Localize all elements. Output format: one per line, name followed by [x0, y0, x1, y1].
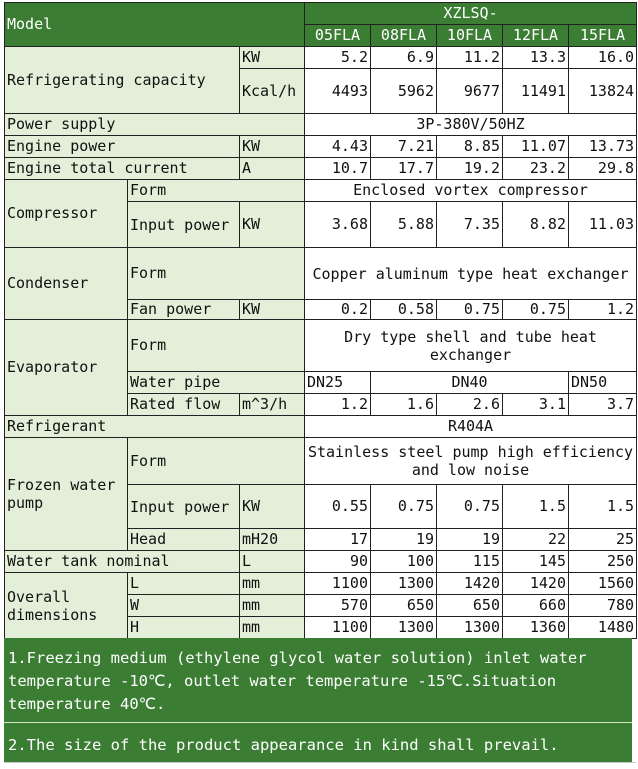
value-cell: 13.3	[503, 47, 569, 69]
value-cell: 11491	[503, 69, 569, 114]
value-cell: 25	[569, 529, 637, 551]
value-cell: 19.2	[437, 158, 503, 180]
water-tank-label: Water tank nominal	[5, 551, 240, 573]
power-supply-value: 3P-380V/50HZ	[305, 114, 637, 136]
value-cell: 19	[371, 529, 437, 551]
model-name: 12FLA	[503, 25, 569, 47]
value-cell: 250	[569, 551, 637, 573]
form-label: Form	[128, 320, 305, 372]
model-label: Model	[5, 3, 305, 47]
value-cell: 16.0	[569, 47, 637, 69]
dimensions-label: Overall dimensions	[5, 573, 128, 639]
value-cell: 3.7	[569, 394, 637, 416]
condenser-label: Condenser	[5, 248, 128, 320]
value-cell: 17	[305, 529, 371, 551]
unit-cell: KW	[240, 485, 305, 529]
unit-cell: L	[240, 551, 305, 573]
model-name: 05FLA	[305, 25, 371, 47]
value-cell: 1.5	[503, 485, 569, 529]
compressor-form-value: Enclosed vortex compressor	[305, 180, 637, 202]
value-cell: 145	[503, 551, 569, 573]
value-cell: 1.5	[569, 485, 637, 529]
value-cell: 0.75	[437, 300, 503, 320]
dimension-name: L	[128, 573, 240, 595]
value-cell: 7.35	[437, 202, 503, 248]
model-name: 10FLA	[437, 25, 503, 47]
value-cell: 3.1	[503, 394, 569, 416]
value-cell: 19	[437, 529, 503, 551]
model-name: 15FLA	[569, 25, 637, 47]
value-cell: 0.75	[437, 485, 503, 529]
input-power-label: Input power	[128, 485, 240, 529]
series-name: XZLSQ-	[305, 3, 637, 25]
refrigerant-value: R404A	[305, 416, 637, 438]
value-cell: 23.2	[503, 158, 569, 180]
spec-table	[4, 2, 637, 639]
value-cell: 11.03	[569, 202, 637, 248]
refrigerant-label: Refrigerant	[5, 416, 305, 438]
evaporator-label: Evaporator	[5, 320, 128, 416]
pipe-value: DN25	[305, 372, 371, 394]
value-cell: 650	[437, 595, 503, 617]
value-cell: 5.2	[305, 47, 371, 69]
value-cell: 8.85	[437, 136, 503, 158]
value-cell: 0.58	[371, 300, 437, 320]
value-cell: 100	[371, 551, 437, 573]
engine-power-label: Engine power	[5, 136, 240, 158]
value-cell: 1.2	[569, 300, 637, 320]
value-cell: 10.7	[305, 158, 371, 180]
value-cell: 17.7	[371, 158, 437, 180]
value-cell: 2.6	[437, 394, 503, 416]
unit-cell: KW	[240, 136, 305, 158]
value-cell: 0.75	[503, 300, 569, 320]
condenser-form-value: Copper aluminum type heat exchanger	[305, 248, 637, 300]
form-label: Form	[128, 180, 305, 202]
value-cell: 780	[569, 595, 637, 617]
value-cell: 1100	[305, 617, 371, 639]
value-cell: 13.73	[569, 136, 637, 158]
evaporator-form-value: Dry type shell and tube heat exchanger	[305, 320, 637, 372]
unit-cell: mm	[240, 573, 305, 595]
pump-label: Frozen water pump	[5, 438, 128, 551]
value-cell: 9677	[437, 69, 503, 114]
pump-form-value: Stainless steel pump high efficiency and low noise	[305, 438, 637, 485]
value-cell: 1300	[437, 617, 503, 639]
dimension-name: W	[128, 595, 240, 617]
note-freezing-medium: 1.Freezing medium (ethylene glycol water solution) inlet water temperature -10℃, outlet water temperature -15℃.Situation temperature 40℃.	[4, 638, 632, 722]
value-cell: 1300	[371, 617, 437, 639]
value-cell: 3.68	[305, 202, 371, 248]
value-cell: 0.2	[305, 300, 371, 320]
head-label: Head	[128, 529, 240, 551]
unit-cell: m^3/h	[240, 394, 305, 416]
value-cell: 1360	[503, 617, 569, 639]
unit-cell: mm	[240, 595, 305, 617]
value-cell: 5.88	[371, 202, 437, 248]
value-cell: 0.55	[305, 485, 371, 529]
dimension-name: H	[128, 617, 240, 639]
value-cell: 6.9	[371, 47, 437, 69]
value-cell: 8.82	[503, 202, 569, 248]
compressor-label: Compressor	[5, 180, 128, 248]
rated-flow-label: Rated flow	[128, 394, 240, 416]
value-cell: 4.43	[305, 136, 371, 158]
unit-cell: KW	[240, 300, 305, 320]
value-cell: 13824	[569, 69, 637, 114]
value-cell: 90	[305, 551, 371, 573]
value-cell: 5962	[371, 69, 437, 114]
value-cell: 22	[503, 529, 569, 551]
value-cell: 1.6	[371, 394, 437, 416]
value-cell: 7.21	[371, 136, 437, 158]
note-product-appearance: 2.The size of the product appearance in kind shall prevail.	[4, 722, 632, 762]
value-cell: 11.2	[437, 47, 503, 69]
engine-current-label: Engine total current	[5, 158, 240, 180]
unit-cell: KW	[240, 202, 305, 248]
value-cell: 0.75	[371, 485, 437, 529]
power-supply-label: Power supply	[5, 114, 305, 136]
value-cell: 570	[305, 595, 371, 617]
form-label: Form	[128, 248, 305, 300]
value-cell: 1300	[371, 573, 437, 595]
unit-cell: mm	[240, 617, 305, 639]
value-cell: 1480	[569, 617, 637, 639]
value-cell: 1100	[305, 573, 371, 595]
value-cell: 1560	[569, 573, 637, 595]
pipe-value: DN50	[569, 372, 637, 394]
value-cell: 660	[503, 595, 569, 617]
value-cell: 11.07	[503, 136, 569, 158]
value-cell: 29.8	[569, 158, 637, 180]
value-cell: 650	[371, 595, 437, 617]
refrigerating-capacity-label: Refrigerating capacity	[5, 47, 240, 114]
value-cell: 115	[437, 551, 503, 573]
form-label: Form	[128, 438, 305, 485]
unit-kw: KW	[240, 47, 305, 69]
unit-cell: A	[240, 158, 305, 180]
pipe-value: DN40	[371, 372, 569, 394]
value-cell: 1.2	[305, 394, 371, 416]
water-pipe-label: Water pipe	[128, 372, 305, 394]
unit-kcal: Kcal/h	[240, 69, 305, 114]
value-cell: 4493	[305, 69, 371, 114]
value-cell: 1420	[437, 573, 503, 595]
value-cell: 1420	[503, 573, 569, 595]
model-name: 08FLA	[371, 25, 437, 47]
fan-power-label: Fan power	[128, 300, 240, 320]
unit-cell: mH20	[240, 529, 305, 551]
input-power-label: Input power	[128, 202, 240, 248]
